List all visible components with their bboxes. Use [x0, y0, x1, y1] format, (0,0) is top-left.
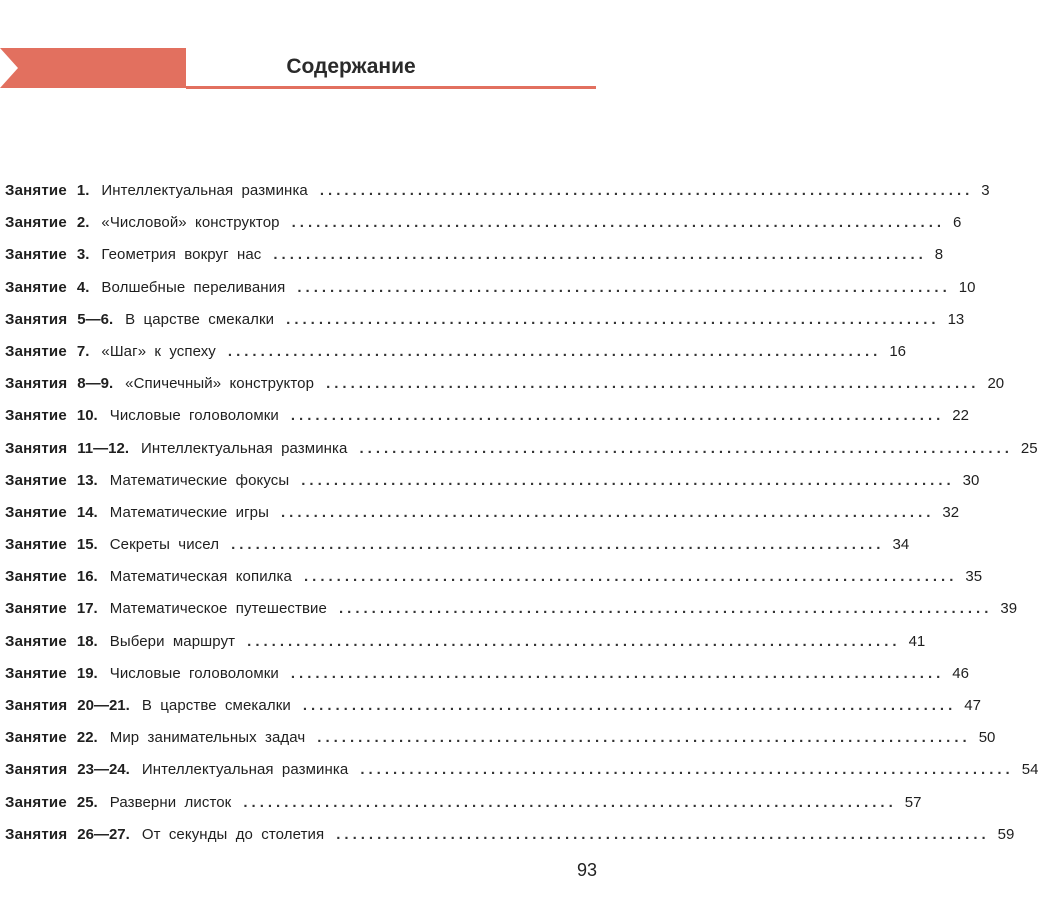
toc-entry-label: Занятия	[5, 375, 68, 393]
toc-entry	[5, 632, 926, 665]
toc-entry-number: 1.	[76, 182, 90, 199]
toc-entry-label: Занятие	[5, 664, 67, 682]
toc-entry-label: Занятие	[5, 536, 67, 554]
toc-entry-leader-dots: ................................................................................	[297, 278, 951, 296]
toc-entry-label: Занятия	[5, 310, 68, 328]
toc-entry-number: 23—24.	[77, 761, 130, 779]
toc-entry-number: 3.	[76, 246, 90, 264]
toc-entry-leader-dots: ................................................................................	[243, 793, 897, 811]
toc-entry	[5, 503, 960, 536]
toc-entry-title: Секреты чисел	[109, 536, 220, 554]
toc-entry-title: «Спичечный» конструктор	[125, 375, 315, 393]
header	[186, 48, 596, 86]
toc-entry-leader-dots: ................................................................................	[301, 471, 955, 489]
toc-entry-label: Занятие	[5, 568, 67, 586]
toc-entry-title: Интеллектуальная разминка	[141, 761, 349, 779]
toc-entry-leader-dots: ................................................................................	[302, 697, 957, 714]
toc-entry-page: 50	[978, 729, 996, 747]
toc-entry-number: 2.	[76, 214, 90, 232]
toc-entry-title: «Числовой» конструктор	[101, 214, 280, 232]
toc-entry-page: 10	[958, 278, 976, 296]
toc-entry-page: 34	[892, 536, 910, 554]
toc-entry-number: 18.	[76, 632, 98, 650]
toc-entry	[5, 536, 910, 568]
toc-entry-page: 39	[1000, 600, 1018, 618]
toc-entry-leader-dots: ................................................................................	[290, 407, 945, 425]
toc-entry-label: Занятия	[5, 825, 68, 843]
toc-entry	[5, 342, 906, 375]
toc-entry-label: Занятия	[5, 761, 68, 779]
toc-entry-label: Занятия	[5, 439, 68, 457]
toc-entry	[5, 214, 962, 246]
toc-entry-page: 8	[934, 246, 944, 264]
toc-entry-number: 8—9.	[77, 375, 114, 393]
toc-entry	[5, 471, 980, 504]
toc-entry	[5, 310, 965, 343]
toc-entry-title: Волшебные переливания	[101, 278, 286, 296]
toc-entry-number: 11—12.	[77, 439, 129, 457]
toc-entry	[5, 439, 1038, 472]
toc-entry-number: 17.	[76, 600, 98, 618]
toc-entry-title: Числовые головоломки	[109, 664, 279, 682]
toc-entry	[5, 664, 969, 697]
toc-entry-title: Математические фокусы	[109, 471, 290, 489]
toc-entry-label: Занятие	[5, 182, 67, 199]
toc-entry-number: 13.	[76, 471, 98, 489]
toc-entry	[5, 600, 1018, 632]
toc-entry	[5, 375, 1005, 407]
toc-entry-label: Занятие	[5, 632, 67, 650]
toc-entry	[5, 729, 996, 761]
toc-entry-page: 32	[942, 503, 960, 521]
toc-entry	[5, 568, 983, 600]
toc-entry-page: 41	[908, 632, 926, 650]
toc-entry-label: Занятие	[5, 342, 67, 360]
toc-entry-title: Интеллектуальная разминка	[101, 182, 308, 199]
toc-entry-leader-dots: ................................................................................	[281, 503, 935, 521]
toc-entry-leader-dots: ................................................................................	[319, 182, 974, 199]
toc-entry-leader-dots: ................................................................................	[359, 439, 1013, 457]
toc-entry-page: 6	[953, 214, 962, 232]
toc-entry-leader-dots: ................................................................................	[326, 375, 980, 393]
toc-entry-page: 13	[947, 310, 965, 328]
toc-entry-leader-dots: ................................................................................	[303, 568, 958, 586]
toc-entry-leader-dots: ................................................................................	[317, 729, 971, 747]
toc-entry-number: 5—6.	[77, 310, 114, 328]
toc-entry-number: 26—27.	[77, 825, 130, 843]
toc-entry-number: 22.	[76, 729, 98, 747]
toc-entry-title: Математические игры	[109, 503, 270, 521]
page-number: 93	[576, 860, 597, 880]
toc-entry-title: От секунды до столетия	[141, 825, 325, 843]
toc-entry-title: Математическая копилка	[109, 568, 292, 586]
toc-entry-title: Числовые головоломки	[109, 407, 279, 425]
toc-entry-leader-dots: ................................................................................	[286, 310, 940, 328]
toc-entry-label: Занятия	[5, 697, 68, 714]
toc-entry-leader-dots: ................................................................................	[231, 536, 885, 554]
toc-entry-page: 59	[997, 825, 1015, 843]
toc-entry-page: 20	[987, 375, 1005, 393]
toc-entry-title: Интеллектуальная разминка	[141, 439, 348, 457]
toc-entry	[5, 761, 1038, 793]
toc-entry-title: Мир занимательных задач	[109, 729, 306, 747]
toc-entry-leader-dots: ................................................................................	[336, 825, 990, 843]
toc-entry	[5, 278, 976, 311]
toc-entry-number: 25.	[76, 793, 98, 811]
toc-entry-page: 25	[1020, 439, 1038, 457]
toc-entry	[5, 407, 969, 439]
toc-entry-label: Занятие	[5, 278, 67, 296]
toc-entry-page: 22	[952, 407, 969, 425]
toc-entry-label: Занятие	[5, 729, 67, 747]
toc-entry-title: В царстве смекалки	[125, 310, 275, 328]
toc-entry-number: 20—21.	[77, 697, 130, 714]
toc-entry-title: Выбери маршрут	[109, 632, 236, 650]
toc-entry-label: Занятие	[5, 793, 67, 811]
toc-entry	[5, 697, 981, 729]
toc-entry-leader-dots: ................................................................................	[291, 214, 946, 232]
toc-entry-label: Занятие	[5, 600, 67, 618]
toc-entry-page: 16	[889, 342, 906, 360]
toc-entry-label: Занятие	[5, 214, 67, 232]
toc-entry	[5, 246, 944, 278]
toc-entry-title: Математическое путешествие	[109, 600, 327, 618]
toc-entry-leader-dots: ................................................................................	[338, 600, 993, 618]
toc-entry-number: 16.	[76, 568, 98, 586]
toc-entry-page: 30	[962, 471, 980, 489]
toc-entry-leader-dots: ................................................................................	[247, 632, 901, 650]
toc-entry-number: 14.	[76, 503, 98, 521]
header-flag	[0, 48, 186, 88]
header-flag-notch	[0, 48, 18, 88]
toc-entry-label: Занятие	[5, 407, 67, 425]
toc-entry-page: 47	[964, 697, 981, 714]
table-of-contents	[5, 182, 1038, 858]
toc-entry-leader-dots: ................................................................................	[273, 246, 927, 264]
toc-entry-number: 7.	[76, 342, 90, 360]
toc-entry	[5, 793, 922, 826]
page-title: Содержание	[286, 55, 416, 78]
toc-entry-title: Геометрия вокруг нас	[101, 246, 262, 264]
toc-entry-number: 10.	[76, 407, 98, 425]
header-rule	[186, 86, 596, 89]
toc-entry-leader-dots: ................................................................................	[290, 664, 945, 682]
toc-entry-page: 57	[904, 793, 922, 811]
toc-entry-number: 15.	[76, 536, 98, 554]
toc-entry	[5, 825, 1015, 858]
toc-entry-leader-dots: ................................................................................	[360, 761, 1014, 779]
toc-entry	[5, 182, 990, 214]
toc-entry-label: Занятие	[5, 246, 67, 264]
toc-entry-number: 19.	[76, 664, 98, 682]
toc-entry-title: В царстве смекалки	[141, 697, 291, 714]
toc-entry-page: 35	[965, 568, 983, 586]
toc-entry-page: 3	[981, 182, 990, 199]
toc-entry-number: 4.	[76, 278, 90, 296]
toc-entry-title: Разверни листок	[109, 793, 232, 811]
toc-entry-page: 54	[1021, 761, 1038, 779]
toc-entry-label: Занятие	[5, 503, 67, 521]
toc-entry-title: «Шаг» к успеху	[101, 342, 216, 360]
toc-entry-page: 46	[952, 664, 969, 682]
toc-entry-label: Занятие	[5, 471, 67, 489]
toc-entry-leader-dots: ................................................................................	[227, 342, 882, 360]
